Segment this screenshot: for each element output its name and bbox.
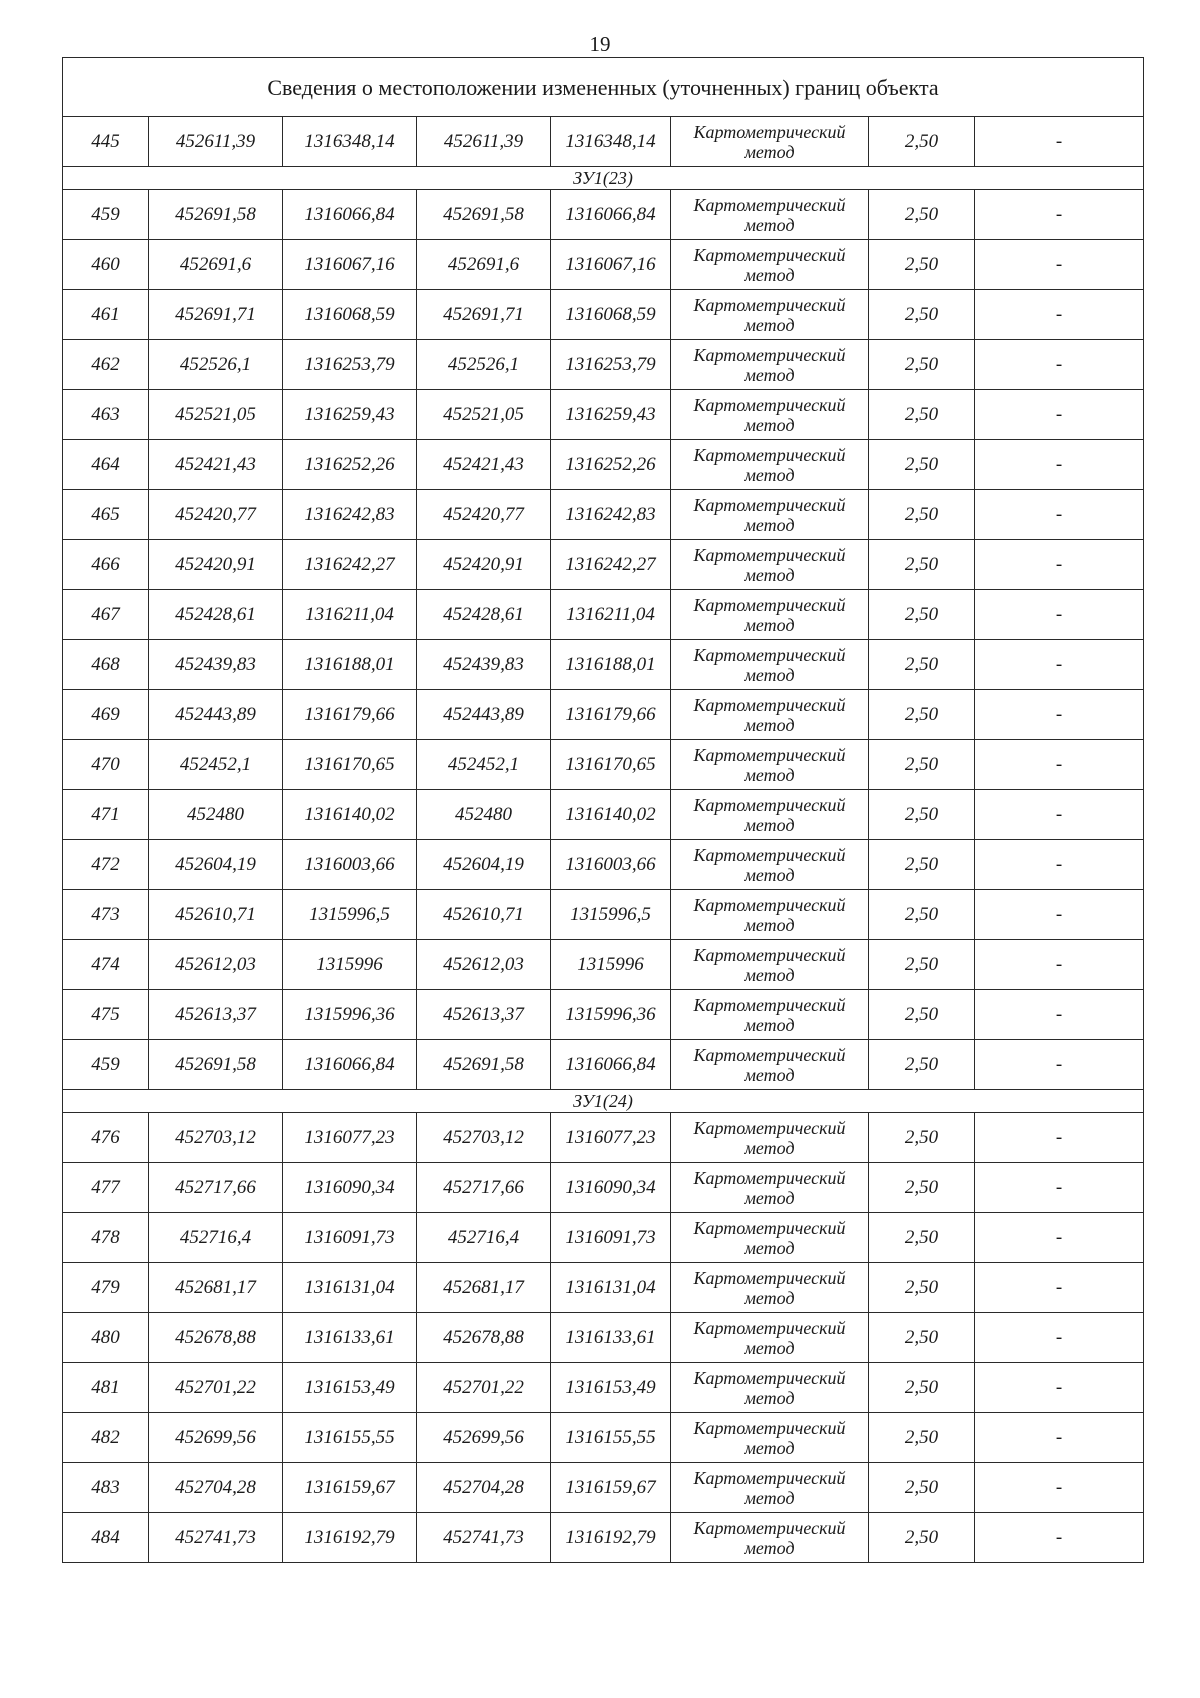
x-new-cell: 452681,17 [417,1263,551,1313]
method-cell: Картометрический метод [671,490,869,540]
y-existing-cell: 1316077,23 [283,1113,417,1163]
x-new-cell: 452701,22 [417,1363,551,1413]
x-existing-cell: 452741,73 [149,1513,283,1563]
accuracy-cell: 2,50 [869,940,975,990]
table-row [63,290,1144,340]
point-number-cell: 459 [63,1040,149,1090]
method-cell: Картометрический метод [671,1163,869,1213]
y-existing-cell: 1316179,66 [283,690,417,740]
x-new-cell: 452691,58 [417,1040,551,1090]
x-existing-cell: 452452,1 [149,740,283,790]
method-cell: Картометрический метод [671,340,869,390]
point-number-cell: 463 [63,390,149,440]
method-cell: Картометрический метод [671,117,869,167]
table-title: Сведения о местоположении измененных (уточненных) границ объекта [63,58,1144,117]
y-existing-cell: 1315996 [283,940,417,990]
point-number-cell: 461 [63,290,149,340]
method-cell: Картометрический метод [671,1413,869,1463]
accuracy-cell: 2,50 [869,690,975,740]
table-row [63,490,1144,540]
point-number-cell: 482 [63,1413,149,1463]
y-new-cell: 1316242,27 [551,540,671,590]
point-number-cell: 470 [63,740,149,790]
x-existing-cell: 452701,22 [149,1363,283,1413]
y-new-cell: 1316170,65 [551,740,671,790]
y-new-cell: 1316068,59 [551,290,671,340]
x-existing-cell: 452716,4 [149,1213,283,1263]
x-new-cell: 452439,83 [417,640,551,690]
note-cell: - [975,1163,1144,1213]
x-existing-cell: 452704,28 [149,1463,283,1513]
x-existing-cell: 452613,37 [149,990,283,1040]
accuracy-cell: 2,50 [869,890,975,940]
table-row [63,390,1144,440]
y-existing-cell: 1316066,84 [283,190,417,240]
point-number-cell: 466 [63,540,149,590]
y-existing-cell: 1316242,27 [283,540,417,590]
x-new-cell: 452420,91 [417,540,551,590]
x-new-cell: 452480 [417,790,551,840]
y-new-cell: 1316155,55 [551,1413,671,1463]
accuracy-cell: 2,50 [869,1513,975,1563]
x-new-cell: 452691,6 [417,240,551,290]
accuracy-cell: 2,50 [869,840,975,890]
x-existing-cell: 452691,71 [149,290,283,340]
note-cell: - [975,1513,1144,1563]
y-new-cell: 1316140,02 [551,790,671,840]
y-new-cell: 1316066,84 [551,1040,671,1090]
point-number-cell: 483 [63,1463,149,1513]
y-existing-cell: 1316159,67 [283,1463,417,1513]
point-number-cell: 480 [63,1313,149,1363]
point-number-cell: 464 [63,440,149,490]
x-new-cell: 452699,56 [417,1413,551,1463]
x-new-cell: 452611,39 [417,117,551,167]
method-cell: Картометрический метод [671,640,869,690]
accuracy-cell: 2,50 [869,1263,975,1313]
x-existing-cell: 452691,58 [149,190,283,240]
table-title-row [63,58,1144,117]
x-new-cell: 452443,89 [417,690,551,740]
y-new-cell: 1316091,73 [551,1213,671,1263]
point-number-cell: 471 [63,790,149,840]
table-row [63,1513,1144,1563]
table-row [63,690,1144,740]
x-new-cell: 452716,4 [417,1213,551,1263]
accuracy-cell: 2,50 [869,540,975,590]
note-cell: - [975,940,1144,990]
method-cell: Картометрический метод [671,740,869,790]
accuracy-cell: 2,50 [869,1313,975,1363]
x-new-cell: 452610,71 [417,890,551,940]
section-label: ЗУ1(24) [63,1090,1144,1113]
x-existing-cell: 452691,58 [149,1040,283,1090]
x-new-cell: 452741,73 [417,1513,551,1563]
x-existing-cell: 452604,19 [149,840,283,890]
note-cell: - [975,117,1144,167]
table-row [63,340,1144,390]
y-existing-cell: 1316153,49 [283,1363,417,1413]
point-number-cell: 472 [63,840,149,890]
note-cell: - [975,1213,1144,1263]
point-number-cell: 445 [63,117,149,167]
table-row [63,440,1144,490]
method-cell: Картометрический метод [671,290,869,340]
x-new-cell: 452691,71 [417,290,551,340]
x-existing-cell: 452717,66 [149,1163,283,1213]
accuracy-cell: 2,50 [869,340,975,390]
point-number-cell: 475 [63,990,149,1040]
table-row [63,940,1144,990]
x-existing-cell: 452678,88 [149,1313,283,1363]
table-row [63,790,1144,840]
table-row [63,990,1144,1040]
y-new-cell: 1316259,43 [551,390,671,440]
method-cell: Картометрический метод [671,390,869,440]
note-cell: - [975,640,1144,690]
method-cell: Картометрический метод [671,990,869,1040]
y-new-cell: 1315996 [551,940,671,990]
note-cell: - [975,540,1144,590]
y-new-cell: 1316348,14 [551,117,671,167]
x-new-cell: 452613,37 [417,990,551,1040]
table-row [63,1040,1144,1090]
note-cell: - [975,790,1144,840]
y-existing-cell: 1316133,61 [283,1313,417,1363]
accuracy-cell: 2,50 [869,740,975,790]
y-new-cell: 1316067,16 [551,240,671,290]
table-row [63,190,1144,240]
y-new-cell: 1316242,83 [551,490,671,540]
note-cell: - [975,590,1144,640]
note-cell: - [975,840,1144,890]
method-cell: Картометрический метод [671,190,869,240]
y-new-cell: 1316153,49 [551,1363,671,1413]
y-existing-cell: 1316242,83 [283,490,417,540]
y-existing-cell: 1316188,01 [283,640,417,690]
method-cell: Картометрический метод [671,1213,869,1263]
method-cell: Картометрический метод [671,1113,869,1163]
x-new-cell: 452420,77 [417,490,551,540]
note-cell: - [975,340,1144,390]
y-new-cell: 1316090,34 [551,1163,671,1213]
table-row [63,1163,1144,1213]
note-cell: - [975,490,1144,540]
note-cell: - [975,390,1144,440]
method-cell: Картометрический метод [671,540,869,590]
note-cell: - [975,740,1144,790]
x-new-cell: 452678,88 [417,1313,551,1363]
table-row [63,1263,1144,1313]
method-cell: Картометрический метод [671,790,869,840]
point-number-cell: 459 [63,190,149,240]
x-existing-cell: 452612,03 [149,940,283,990]
method-cell: Картометрический метод [671,1263,869,1313]
y-new-cell: 1316253,79 [551,340,671,390]
accuracy-cell: 2,50 [869,990,975,1040]
method-cell: Картометрический метод [671,840,869,890]
y-existing-cell: 1316091,73 [283,1213,417,1263]
point-number-cell: 468 [63,640,149,690]
point-number-cell: 469 [63,690,149,740]
point-number-cell: 465 [63,490,149,540]
accuracy-cell: 2,50 [869,1113,975,1163]
table-row [63,840,1144,890]
y-existing-cell: 1316068,59 [283,290,417,340]
accuracy-cell: 2,50 [869,1363,975,1413]
note-cell: - [975,1313,1144,1363]
note-cell: - [975,190,1144,240]
x-new-cell: 452691,58 [417,190,551,240]
table-row [63,1413,1144,1463]
accuracy-cell: 2,50 [869,440,975,490]
point-number-cell: 462 [63,340,149,390]
section-label: ЗУ1(23) [63,167,1144,190]
point-number-cell: 467 [63,590,149,640]
x-existing-cell: 452703,12 [149,1113,283,1163]
point-number-cell: 479 [63,1263,149,1313]
y-new-cell: 1316192,79 [551,1513,671,1563]
note-cell: - [975,1113,1144,1163]
accuracy-cell: 2,50 [869,390,975,440]
table-row [63,1313,1144,1363]
method-cell: Картометрический метод [671,440,869,490]
y-existing-cell: 1316140,02 [283,790,417,840]
x-new-cell: 452452,1 [417,740,551,790]
x-existing-cell: 452439,83 [149,640,283,690]
y-existing-cell: 1316253,79 [283,340,417,390]
note-cell: - [975,890,1144,940]
method-cell: Картометрический метод [671,890,869,940]
x-existing-cell: 452420,91 [149,540,283,590]
x-existing-cell: 452526,1 [149,340,283,390]
y-existing-cell: 1316155,55 [283,1413,417,1463]
point-number-cell: 478 [63,1213,149,1263]
accuracy-cell: 2,50 [869,1163,975,1213]
note-cell: - [975,1040,1144,1090]
x-existing-cell: 452699,56 [149,1413,283,1463]
x-new-cell: 452717,66 [417,1163,551,1213]
method-cell: Картометрический метод [671,1463,869,1513]
accuracy-cell: 2,50 [869,590,975,640]
accuracy-cell: 2,50 [869,190,975,240]
x-new-cell: 452421,43 [417,440,551,490]
y-new-cell: 1316211,04 [551,590,671,640]
y-existing-cell: 1316003,66 [283,840,417,890]
x-existing-cell: 452443,89 [149,690,283,740]
accuracy-cell: 2,50 [869,1413,975,1463]
method-cell: Картометрический метод [671,590,869,640]
y-new-cell: 1316133,61 [551,1313,671,1363]
x-existing-cell: 452681,17 [149,1263,283,1313]
table-row [63,1463,1144,1513]
point-number-cell: 481 [63,1363,149,1413]
note-cell: - [975,1363,1144,1413]
x-existing-cell: 452420,77 [149,490,283,540]
section-row [63,1090,1144,1113]
y-existing-cell: 1316090,34 [283,1163,417,1213]
accuracy-cell: 2,50 [869,117,975,167]
x-existing-cell: 452521,05 [149,390,283,440]
y-new-cell: 1316188,01 [551,640,671,690]
x-existing-cell: 452421,43 [149,440,283,490]
x-new-cell: 452703,12 [417,1113,551,1163]
point-number-cell: 460 [63,240,149,290]
x-existing-cell: 452691,6 [149,240,283,290]
note-cell: - [975,1413,1144,1463]
point-number-cell: 474 [63,940,149,990]
y-new-cell: 1316077,23 [551,1113,671,1163]
table-row [63,1213,1144,1263]
accuracy-cell: 2,50 [869,640,975,690]
y-existing-cell: 1316211,04 [283,590,417,640]
table-row [63,1113,1144,1163]
table-row [63,117,1144,167]
accuracy-cell: 2,50 [869,290,975,340]
table-row [63,590,1144,640]
section-row [63,167,1144,190]
method-cell: Картометрический метод [671,690,869,740]
x-existing-cell: 452480 [149,790,283,840]
accuracy-cell: 2,50 [869,240,975,290]
point-number-cell: 476 [63,1113,149,1163]
method-cell: Картометрический метод [671,1040,869,1090]
y-new-cell: 1315996,36 [551,990,671,1040]
y-existing-cell: 1315996,36 [283,990,417,1040]
point-number-cell: 473 [63,890,149,940]
y-new-cell: 1316252,26 [551,440,671,490]
note-cell: - [975,240,1144,290]
method-cell: Картометрический метод [671,940,869,990]
accuracy-cell: 2,50 [869,490,975,540]
accuracy-cell: 2,50 [869,790,975,840]
y-existing-cell: 1316252,26 [283,440,417,490]
note-cell: - [975,990,1144,1040]
method-cell: Картометрический метод [671,1313,869,1363]
y-existing-cell: 1316348,14 [283,117,417,167]
table-row [63,890,1144,940]
y-existing-cell: 1316131,04 [283,1263,417,1313]
y-existing-cell: 1316066,84 [283,1040,417,1090]
point-number-cell: 477 [63,1163,149,1213]
y-existing-cell: 1315996,5 [283,890,417,940]
y-new-cell: 1316159,67 [551,1463,671,1513]
note-cell: - [975,440,1144,490]
method-cell: Картометрический метод [671,240,869,290]
y-new-cell: 1316066,84 [551,190,671,240]
x-existing-cell: 452428,61 [149,590,283,640]
note-cell: - [975,690,1144,740]
note-cell: - [975,1463,1144,1513]
accuracy-cell: 2,50 [869,1213,975,1263]
note-cell: - [975,1263,1144,1313]
x-new-cell: 452612,03 [417,940,551,990]
x-existing-cell: 452610,71 [149,890,283,940]
accuracy-cell: 2,50 [869,1463,975,1513]
y-new-cell: 1316131,04 [551,1263,671,1313]
point-number-cell: 484 [63,1513,149,1563]
boundary-coordinates-table [62,57,1144,1563]
x-new-cell: 452704,28 [417,1463,551,1513]
x-existing-cell: 452611,39 [149,117,283,167]
note-cell: - [975,290,1144,340]
y-new-cell: 1315996,5 [551,890,671,940]
x-new-cell: 452604,19 [417,840,551,890]
y-existing-cell: 1316259,43 [283,390,417,440]
table-row [63,640,1144,690]
accuracy-cell: 2,50 [869,1040,975,1090]
table-row [63,740,1144,790]
page-number: 19 [589,32,611,56]
y-existing-cell: 1316192,79 [283,1513,417,1563]
x-new-cell: 452428,61 [417,590,551,640]
table-row [63,1363,1144,1413]
y-existing-cell: 1316170,65 [283,740,417,790]
y-existing-cell: 1316067,16 [283,240,417,290]
table-row [63,240,1144,290]
method-cell: Картометрический метод [671,1513,869,1563]
x-new-cell: 452521,05 [417,390,551,440]
x-new-cell: 452526,1 [417,340,551,390]
table-row [63,540,1144,590]
method-cell: Картометрический метод [671,1363,869,1413]
y-new-cell: 1316179,66 [551,690,671,740]
y-new-cell: 1316003,66 [551,840,671,890]
